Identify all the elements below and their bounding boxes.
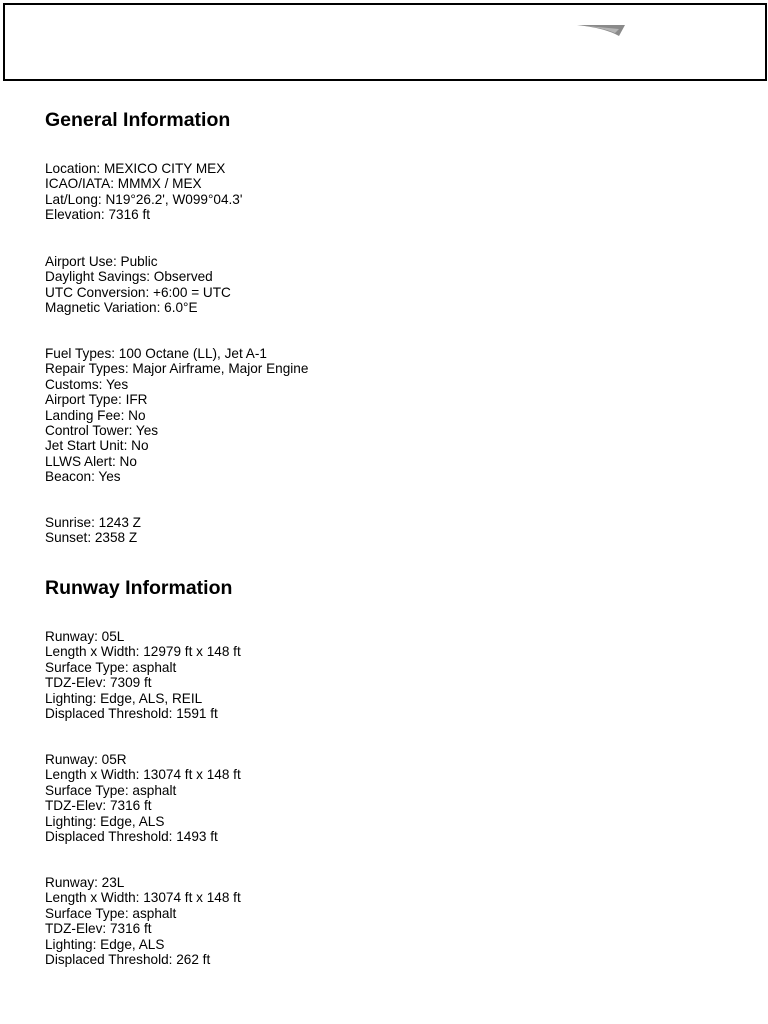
surface-type-line: Surface Type: asphalt — [45, 659, 177, 675]
general-location-group — [45, 161, 242, 223]
tdz-elev-line: TDZ-Elev: 7316 ft — [45, 921, 152, 937]
displaced-threshold-line: Displaced Threshold: 262 ft — [45, 951, 211, 967]
airport-type-line: Airport Type: IFR — [45, 392, 148, 408]
fuel-types-line: Fuel Types: 100 Octane (LL), Jet A-1 — [45, 346, 267, 361]
header-box — [3, 3, 767, 81]
llws-alert-line: LLWS Alert: No — [45, 453, 137, 469]
landing-fee-line: Landing Fee: No — [45, 407, 146, 423]
general-information-heading: General Information — [45, 109, 231, 131]
general-facilities-group — [45, 346, 308, 485]
customs-line: Customs: Yes — [45, 376, 129, 392]
runway-23l-group — [45, 875, 241, 967]
airport-use-line: Airport Use: Public — [45, 254, 158, 269]
magnetic-variation-line: Magnetic Variation: 6.0°E — [45, 300, 198, 316]
runway-id-line: Runway: 05R — [45, 752, 127, 767]
lat-long-line: Lat/Long: N19°26.2', W099°04.3' — [45, 191, 243, 207]
displaced-threshold-line: Displaced Threshold: 1493 ft — [45, 828, 218, 844]
surface-type-line: Surface Type: asphalt — [45, 905, 177, 921]
runway-id-line: Runway: 23L — [45, 875, 125, 890]
repair-types-line: Repair Types: Major Airframe, Major Engine — [45, 361, 309, 377]
icao-iata-line: ICAO/IATA: MMMX / MEX — [45, 176, 202, 192]
location-line: Location: MEXICO CITY MEX — [45, 161, 226, 176]
tdz-elev-line: TDZ-Elev: 7309 ft — [45, 675, 152, 691]
length-width-line: Length x Width: 12979 ft x 148 ft — [45, 644, 241, 660]
beacon-line: Beacon: Yes — [45, 469, 121, 485]
runway-05l-group — [45, 629, 241, 721]
jet-start-unit-line: Jet Start Unit: No — [45, 438, 149, 454]
sunrise-line: Sunrise: 1243 Z — [45, 515, 141, 530]
length-width-line: Length x Width: 13074 ft x 148 ft — [45, 767, 241, 783]
elevation-line: Elevation: 7316 ft — [45, 207, 151, 223]
lighting-line: Lighting: Edge, ALS, REIL — [45, 690, 203, 706]
general-sun-group — [45, 515, 141, 546]
control-tower-line: Control Tower: Yes — [45, 422, 159, 438]
length-width-line: Length x Width: 13074 ft x 148 ft — [45, 890, 241, 906]
general-usage-group — [45, 254, 231, 316]
runway-information-heading: Runway Information — [45, 577, 233, 599]
tdz-elev-line: TDZ-Elev: 7316 ft — [45, 798, 152, 814]
lighting-line: Lighting: Edge, ALS — [45, 936, 165, 952]
displaced-threshold-line: Displaced Threshold: 1591 ft — [45, 705, 218, 721]
sunset-line: Sunset: 2358 Z — [45, 530, 138, 546]
runway-05r-group — [45, 752, 241, 844]
daylight-savings-line: Daylight Savings: Observed — [45, 269, 213, 285]
swoosh-logo-icon — [575, 22, 629, 42]
surface-type-line: Surface Type: asphalt — [45, 782, 177, 798]
lighting-line: Lighting: Edge, ALS — [45, 813, 165, 829]
utc-conversion-line: UTC Conversion: +6:00 = UTC — [45, 284, 231, 300]
runway-id-line: Runway: 05L — [45, 629, 125, 644]
